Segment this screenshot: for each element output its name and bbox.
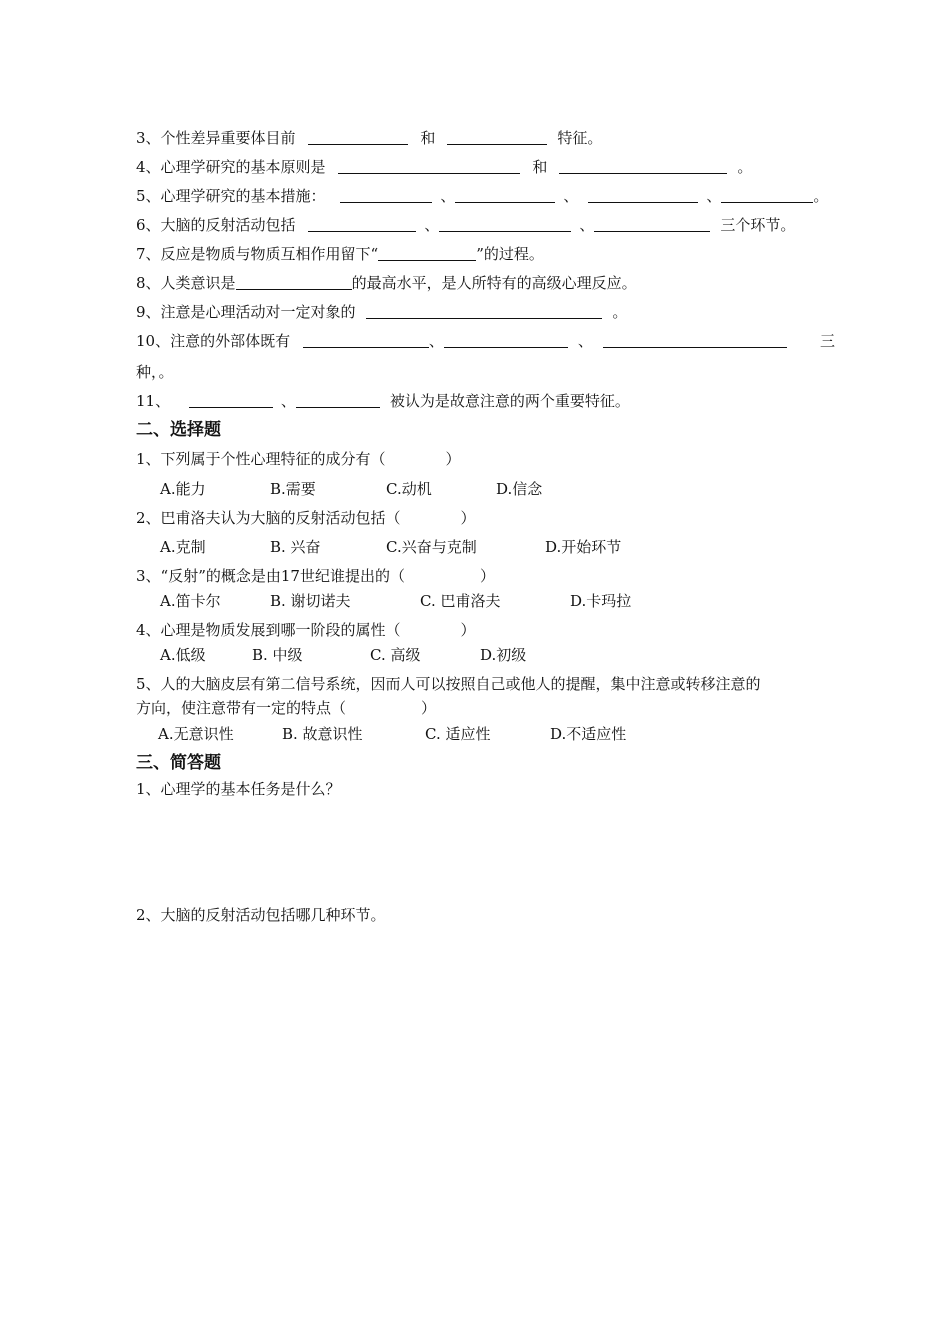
choice-question-2: 2、巴甫洛夫认为大脑的反射活动包括（ ） bbox=[136, 509, 476, 527]
short-answer-question-2: 2、大脑的反射活动包括哪几种环节。 bbox=[136, 906, 386, 924]
fill-item-5 bbox=[136, 186, 828, 206]
item-end: 三个环节。 bbox=[720, 216, 796, 234]
blank[interactable] bbox=[721, 187, 813, 203]
item-end: 的最高水平，是人所特有的高级心理反应。 bbox=[351, 274, 637, 292]
choice-question-1: 1、下列属于个性心理特征的成分有（ ） bbox=[136, 450, 461, 468]
fill-item-11 bbox=[136, 391, 630, 411]
item-number: 9、 bbox=[136, 303, 161, 321]
blank[interactable] bbox=[308, 129, 408, 145]
item-text: 大脑的反射活动包括 bbox=[160, 216, 296, 234]
blank[interactable] bbox=[588, 187, 698, 203]
item-number: 4、 bbox=[136, 158, 161, 176]
blank[interactable] bbox=[296, 392, 380, 408]
blank[interactable] bbox=[340, 187, 432, 203]
blank[interactable] bbox=[559, 158, 727, 174]
choice-option-d[interactable]: D.初级 bbox=[480, 646, 527, 664]
item-end: ”的过程。 bbox=[476, 245, 544, 263]
choice-option-a[interactable]: A.无意识性 bbox=[158, 725, 234, 743]
item-number: 11、 bbox=[136, 392, 171, 410]
separator: 、 bbox=[579, 216, 595, 234]
item-text: 个性差异重要体目前 bbox=[160, 129, 296, 147]
fill-item-9 bbox=[136, 302, 627, 322]
blank[interactable] bbox=[455, 187, 555, 203]
item-end: 。 bbox=[612, 303, 628, 321]
choice-option-c[interactable]: C. 适应性 bbox=[425, 725, 491, 743]
item-text: 注意的外部体既有 bbox=[170, 332, 291, 350]
connector: 和 bbox=[532, 158, 548, 176]
choice-option-b[interactable]: B. 兴奋 bbox=[270, 538, 321, 556]
item-end: 被认为是故意注意的两个重要特征。 bbox=[389, 392, 630, 410]
fill-item-10-cont: 种，。 bbox=[136, 363, 174, 381]
fill-item-8 bbox=[136, 273, 637, 293]
item-text: 心理学研究的基本措施： bbox=[160, 187, 326, 205]
separator: 、 bbox=[706, 187, 722, 205]
fill-item-10 bbox=[136, 331, 787, 351]
choice-question-3: 3、“反射”的概念是由17世纪谁提出的（ ） bbox=[136, 567, 495, 585]
separator: 、 bbox=[428, 332, 444, 350]
section-title-short-answer: 三、简答题 bbox=[136, 753, 221, 773]
blank[interactable] bbox=[189, 392, 273, 408]
separator: 、 bbox=[424, 216, 440, 234]
choice-option-a[interactable]: A.能力 bbox=[160, 480, 206, 498]
separator: 、 bbox=[563, 187, 579, 205]
choice-option-b[interactable]: B. 中级 bbox=[252, 646, 303, 664]
choice-option-c[interactable]: C. 巴甫洛夫 bbox=[420, 592, 501, 610]
blank[interactable] bbox=[378, 245, 476, 261]
choice-option-a[interactable]: A.克制 bbox=[160, 538, 206, 556]
choice-option-d[interactable]: D.开始环节 bbox=[545, 538, 622, 556]
choice-option-a[interactable]: A.笛卡尔 bbox=[160, 592, 221, 610]
choice-option-d[interactable]: D.不适应性 bbox=[550, 725, 627, 743]
fill-item-7 bbox=[136, 244, 544, 264]
item-end: 特征。 bbox=[557, 129, 603, 147]
item-text: 心理学研究的基本原则是 bbox=[160, 158, 326, 176]
item-number: 10、 bbox=[136, 332, 171, 350]
item-end: 。 bbox=[737, 158, 753, 176]
blank[interactable] bbox=[447, 129, 547, 145]
fill-item-6 bbox=[136, 215, 795, 235]
choice-option-a[interactable]: A.低级 bbox=[160, 646, 206, 664]
choice-option-d[interactable]: D.卡玛拉 bbox=[570, 592, 632, 610]
short-answer-question-1: 1、心理学的基本任务是什么？ bbox=[136, 780, 341, 798]
item-text: 人类意识是 bbox=[160, 274, 236, 292]
separator: 、 bbox=[577, 332, 593, 350]
separator: 、 bbox=[440, 187, 456, 205]
blank[interactable] bbox=[308, 216, 416, 232]
item-end: 。 bbox=[813, 187, 829, 205]
fill-item-4 bbox=[136, 157, 752, 177]
blank[interactable] bbox=[444, 332, 568, 348]
item-number: 8、 bbox=[136, 274, 161, 292]
item-number: 3、 bbox=[136, 129, 161, 147]
blank[interactable] bbox=[236, 274, 352, 290]
connector: 和 bbox=[420, 129, 436, 147]
item-text: 注意是心理活动对一定对象的 bbox=[160, 303, 356, 321]
fill-item-3 bbox=[136, 128, 602, 148]
choice-option-d[interactable]: D.信念 bbox=[496, 480, 543, 498]
choice-option-c[interactable]: C.动机 bbox=[386, 480, 432, 498]
fill-item-10-end: 三 bbox=[820, 332, 836, 350]
blank[interactable] bbox=[439, 216, 571, 232]
section-title-choice: 二、选择题 bbox=[136, 420, 221, 440]
item-number: 5、 bbox=[136, 187, 161, 205]
choice-option-b[interactable]: B. 故意识性 bbox=[282, 725, 363, 743]
item-number: 6、 bbox=[136, 216, 161, 234]
choice-option-b[interactable]: B. 谢切诺夫 bbox=[270, 592, 351, 610]
item-number: 7、 bbox=[136, 245, 161, 263]
choice-option-c[interactable]: C.兴奋与克制 bbox=[386, 538, 477, 556]
item-text: 反应是物质与物质互相作用留下“ bbox=[160, 245, 379, 263]
blank[interactable] bbox=[303, 332, 429, 348]
blank[interactable] bbox=[603, 332, 787, 348]
choice-option-c[interactable]: C. 高级 bbox=[370, 646, 421, 664]
separator: 、 bbox=[280, 392, 296, 410]
blank[interactable] bbox=[338, 158, 520, 174]
choice-question-4: 4、心理是物质发展到哪一阶段的属性（ ） bbox=[136, 621, 476, 639]
blank[interactable] bbox=[366, 303, 602, 319]
choice-question-5-cont: 方向，使注意带有一定的特点（ ） bbox=[136, 699, 437, 717]
choice-question-5: 5、人的大脑皮层有第二信号系统，因而人可以按照自己或他人的提醒，集中注意或转移注意的 bbox=[136, 675, 761, 693]
blank[interactable] bbox=[594, 216, 710, 232]
choice-option-b[interactable]: B.需要 bbox=[270, 480, 316, 498]
